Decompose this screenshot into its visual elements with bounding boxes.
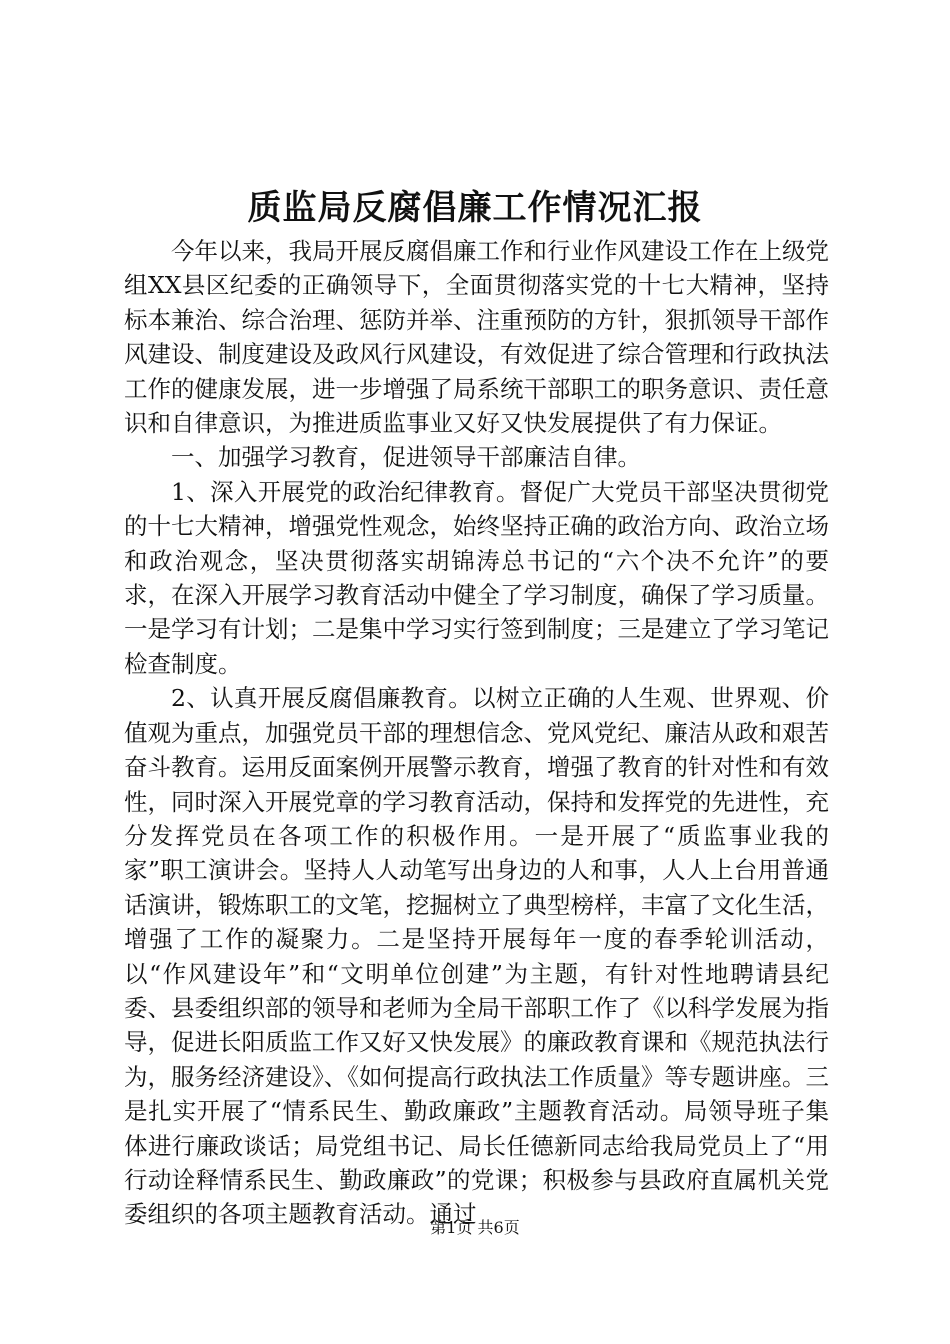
- paragraph-intro: 今年以来，我局开展反腐倡廉工作和行业作风建设工作在上级党组XX县区纪委的正确领导下，全面贯彻落实党的十七大精神，坚持标本兼治、综合治理、惩防并举、注重预防的方针，狠抓领导干部作风建设、制度建设及政风行风建设，有效促进了综合管理和行政执法工作的健康发展，进一步增强了局系统干部职工的职务意识、责任意识和自律意识，为推进质监事业又好又快发展提供了有力保证。: [124, 237, 829, 438]
- document-body: [124, 234, 829, 1232]
- document-title: 质监局反腐倡廉工作情况汇报: [247, 188, 703, 228]
- page-footer: 第1页 共6页: [430, 1218, 520, 1237]
- paragraph-item-2: 2、认真开展反腐倡廉教育。以树立正确的人生观、世界观、价值观为重点，加强党员干部的理想信念、党风党纪、廉洁从政和艰苦奋斗教育。运用反面案例开展警示教育，增强了教育的针对性和有效性，同时深入开展党章的学习教育活动，保持和发挥党的先进性，充分发挥党员在各项工作的积极作用。一是开展了“质监事业我的家”职工演讲会。坚持人人动笔写出身边的人和事，人人上台用普通话演讲，锻炼职工的文笔，挖掘树立了典型榜样，丰富了文化生活，增强了工作的凝聚力。二是坚持开展每年一度的春季轮训活动，以“作风建设年”和“文明单位创建”为主题，有针对性地聘请县纪委、县委组织部的领导和老师为全局干部职工作了《以科学发展为指导，促进长阳质监工作又好又快发展》的廉政教育课和《规范执法行为，服务经济建设》、《如何提高行政执法工作质量》等专题讲座。三是扎实开展了“情系民生、勤政廉政”主题教育活动。局领导班子集体进行廉政谈话；局党组书记、局长任德新同志给我局党员上了“用行动诠释情系民生、勤政廉政”的党课；积极参与县政府直属机关党委组织的各项主题教育活动。通过: [124, 684, 829, 1229]
- paragraph-item-1: 1、深入开展党的政治纪律教育。督促广大党员干部坚决贯彻党的十七大精神，增强党性观念，始终坚持正确的政治方向、政治立场和政治观念，坚决贯彻落实胡锦涛总书记的“六个决不允许”的要求，在深入开展学习教育活动中健全了学习制度，确保了学习质量。一是学习有计划；二是集中学习实行签到制度；三是建立了学习笔记检查制度。: [124, 477, 829, 678]
- section-heading-1: 一、加强学习教育，促进领导干部廉洁自律。: [171, 443, 641, 472]
